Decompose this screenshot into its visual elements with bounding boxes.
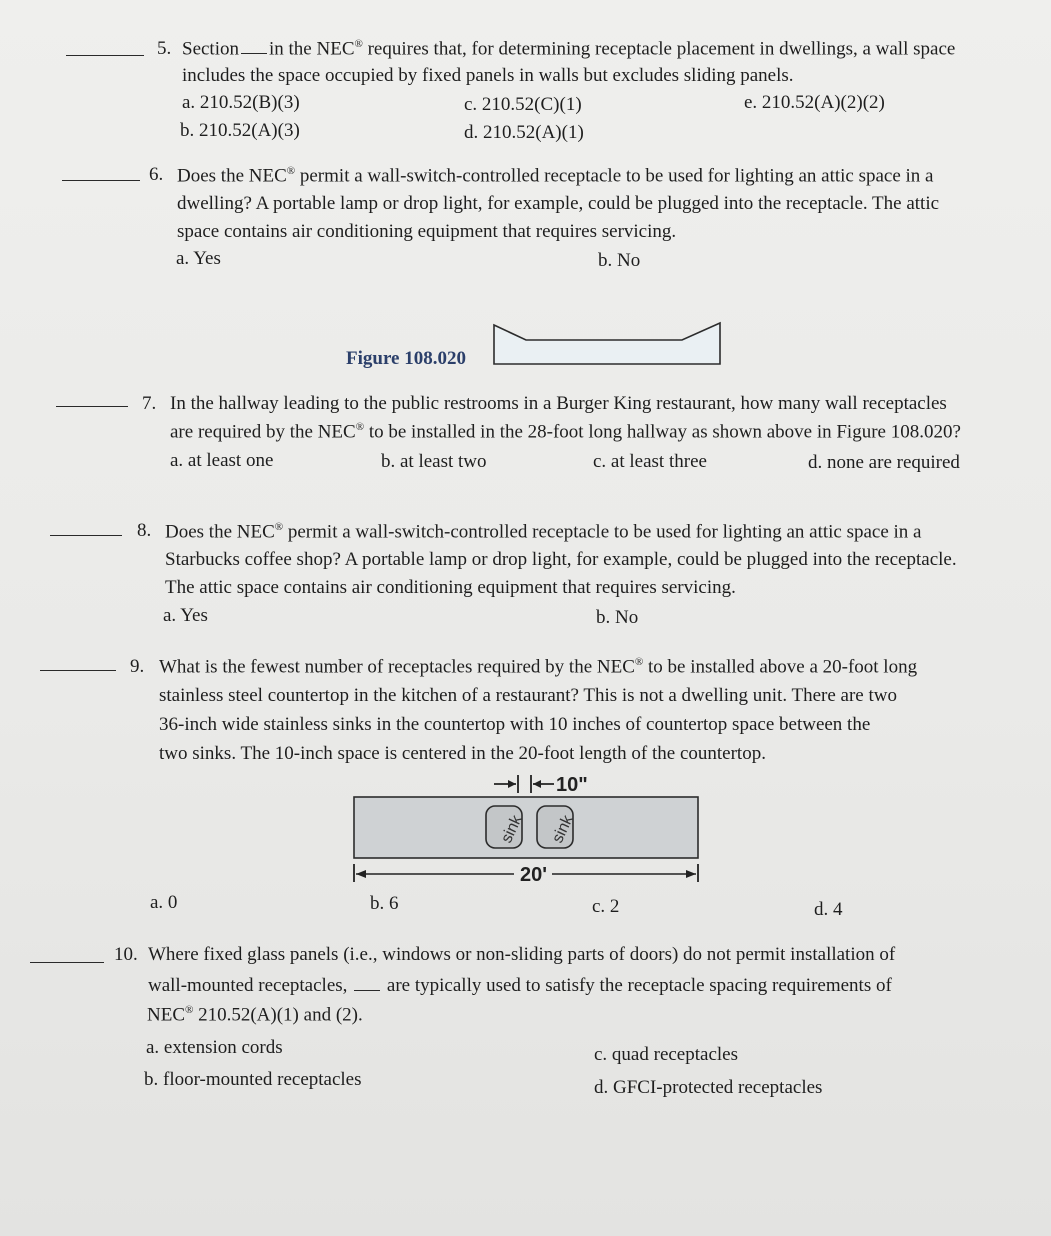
question-number: 6.: [149, 164, 164, 185]
length-arrowhead-left: [356, 870, 366, 878]
option-b[interactable]: b. 210.52(A)(3): [180, 120, 300, 141]
option-d[interactable]: d. none are required: [808, 452, 960, 473]
option-a[interactable]: a. 210.52(B)(3): [182, 92, 300, 113]
inline-blank[interactable]: [241, 39, 267, 54]
option-a[interactable]: a. Yes: [163, 605, 208, 626]
question-text: 36-inch wide stainless sinks in the countertop with 10 inches of countertop space between the: [159, 714, 871, 735]
option-a[interactable]: a. at least one: [170, 450, 274, 471]
question-text: The attic space contains air conditioning equipment that requires servicing.: [165, 577, 736, 598]
hallway-diagram: [492, 320, 724, 366]
question-number: 8.: [137, 520, 152, 541]
inline-blank[interactable]: [354, 976, 380, 991]
question-text: Starbucks coffee shop? A portable lamp or drop light, for example, could be plugged into the receptacle.: [165, 549, 957, 570]
length-arrowhead-right: [686, 870, 696, 878]
question-text: Where fixed glass panels (i.e., windows or non-sliding parts of doors) do not permit installation of: [148, 944, 896, 965]
option-b[interactable]: b. No: [596, 607, 639, 628]
sink-right: [537, 806, 577, 848]
question-text: two sinks. The 10-inch space is centered in the 20-foot length of the countertop.: [159, 743, 766, 764]
gap-arrowhead-left: [508, 780, 516, 788]
option-a[interactable]: a. Yes: [176, 248, 221, 269]
question-text: are required by the NEC® to be installed in the 28-foot long hallway as shown above in Figure 108.020?: [170, 421, 961, 443]
answer-blank-6[interactable]: [62, 180, 140, 181]
option-c[interactable]: c. quad receptacles: [594, 1044, 738, 1065]
question-number: 5.: [157, 38, 172, 59]
answer-blank-5[interactable]: [66, 55, 144, 56]
option-d[interactable]: d. 210.52(A)(1): [464, 122, 584, 143]
question-number: 10.: [114, 944, 138, 965]
question-text: stainless steel countertop in the kitchen of a restaurant? This is not a dwelling unit. There are two: [159, 685, 897, 706]
answer-blank-10[interactable]: [30, 962, 104, 963]
option-d[interactable]: d. GFCI-protected receptacles: [594, 1077, 823, 1098]
question-text: Does the NEC® permit a wall-switch-controlled receptacle to be used for lighting an attic space in a: [165, 521, 922, 543]
question-number: 9.: [130, 656, 145, 677]
sink-label: sink: [498, 812, 526, 846]
option-d[interactable]: d. 4: [814, 899, 843, 920]
question-text: wall-mounted receptacles, are typically used to satisfy the receptacle spacing requirements of: [148, 975, 892, 996]
question-text: What is the fewest number of receptacles required by the NEC® to be installed above a 20-foot long: [159, 656, 918, 678]
option-c[interactable]: c. at least three: [593, 451, 707, 472]
question-text: In the hallway leading to the public restrooms in a Burger King restaurant, how many wall receptacles: [170, 393, 947, 414]
gap-label: 10": [556, 774, 588, 796]
sink-left: [486, 806, 526, 848]
countertop-diagram: [344, 770, 704, 890]
option-e[interactable]: e. 210.52(A)(2)(2): [744, 92, 885, 113]
hallway-shape: [494, 323, 720, 364]
answer-blank-8[interactable]: [50, 535, 122, 536]
option-b[interactable]: b. floor-mounted receptacles: [144, 1069, 362, 1090]
answer-blank-7[interactable]: [56, 406, 128, 407]
option-b[interactable]: b. at least two: [381, 451, 487, 472]
option-c[interactable]: c. 210.52(C)(1): [464, 94, 582, 115]
option-a[interactable]: a. extension cords: [146, 1037, 283, 1058]
question-text: space contains air conditioning equipment that requires servicing.: [177, 221, 677, 242]
question-number: 7.: [142, 393, 157, 414]
gap-arrowhead-right: [533, 780, 541, 788]
option-c[interactable]: c. 2: [592, 896, 620, 917]
question-text: dwelling? A portable lamp or drop light, for example, could be plugged into the receptacle. The attic: [177, 193, 940, 214]
question-text: NEC® 210.52(A)(1) and (2).: [147, 1004, 363, 1026]
figure-label: Figure 108.020: [346, 348, 466, 369]
question-text: includes the space occupied by fixed panels in walls but excludes sliding panels.: [182, 65, 794, 86]
sink-label: sink: [549, 812, 577, 846]
question-text: Does the NEC® permit a wall-switch-controlled receptacle to be used for lighting an attic space in a: [177, 165, 934, 187]
question-text: Section in the NEC® requires that, for determining receptacle placement in dwellings, a wall space: [182, 38, 956, 60]
length-label: 20': [520, 864, 548, 886]
answer-blank-9[interactable]: [40, 670, 116, 671]
countertop: [354, 797, 698, 858]
option-b[interactable]: b. 6: [370, 893, 399, 914]
option-b[interactable]: b. No: [598, 250, 641, 271]
option-a[interactable]: a. 0: [150, 892, 178, 913]
